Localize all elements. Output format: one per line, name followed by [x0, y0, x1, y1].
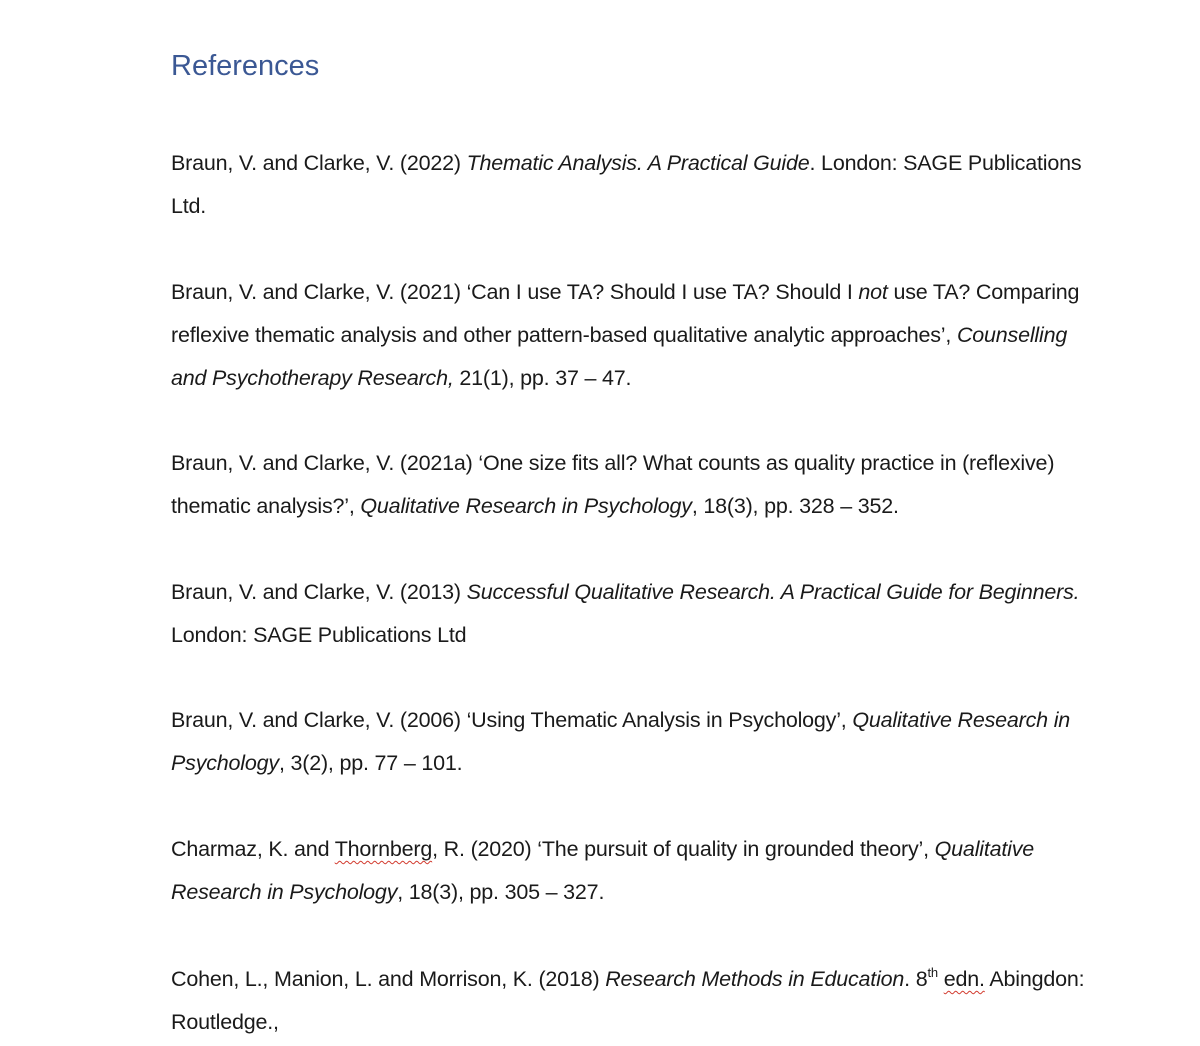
ref-year: (2018): [538, 967, 600, 991]
ref-year: (2021): [399, 280, 461, 304]
ref-journal: Qualitative Research in Psychology: [171, 708, 1071, 775]
ref-title: ‘Can I use TA? Should I use TA? Should I: [466, 280, 859, 304]
ref-title: use TA? Comparing reflexive thematic analysis and other pattern-based qualitative analytic approaches’,: [171, 280, 1080, 347]
reference-entry: [171, 958, 1106, 1044]
ref-year: (2013): [399, 580, 461, 604]
spellcheck-flagged-word[interactable]: Thornberg: [334, 837, 433, 861]
ref-details: , 3(2), pp. 77 – 101.: [278, 751, 463, 775]
reference-entry: [171, 142, 1106, 228]
ref-details: , 18(3), pp. 328 – 352.: [691, 494, 899, 518]
ref-title: ‘Using Thematic Analysis in Psychology’,: [466, 708, 847, 732]
ref-authors: Cohen, L., Manion, L. and Morrison, K.: [171, 967, 533, 991]
ref-year: (2022): [399, 151, 461, 175]
ref-title: ‘One size fits all? What counts as quality practice in (reflexive) thematic analysis?’,: [171, 451, 1055, 518]
ref-year: (2020): [470, 837, 532, 861]
ref-title: Research Methods in Education: [605, 967, 905, 991]
reference-entry: [171, 442, 1106, 528]
spellcheck-flagged-word[interactable]: edn.: [943, 967, 985, 991]
ref-edition: . 8: [904, 967, 928, 991]
ref-authors: Braun, V. and Clarke, V.: [171, 280, 395, 304]
ref-year: (2021a): [399, 451, 473, 475]
ref-details: 21(1), pp. 37 – 47.: [453, 366, 632, 390]
ref-year: (2006): [399, 708, 461, 732]
reference-entry: [171, 828, 1106, 914]
ref-authors: , R.: [432, 837, 465, 861]
ref-title: ‘The pursuit of quality in grounded theory’,: [537, 837, 929, 861]
ref-authors: Braun, V. and Clarke, V.: [171, 151, 395, 175]
ref-details: London: SAGE Publications Ltd: [171, 623, 467, 647]
ref-title: Thematic Analysis. A Practical Guide: [466, 151, 810, 175]
ref-details: Abingdon: Routledge.,: [171, 967, 1085, 1034]
ref-authors: Braun, V. and Clarke, V.: [171, 708, 395, 732]
reference-entry: [171, 571, 1106, 657]
ref-authors: Charmaz, K. and: [171, 837, 335, 861]
reference-entry: [171, 271, 1106, 400]
ref-details: , 18(3), pp. 305 – 327.: [397, 880, 605, 904]
ref-journal: Qualitative Research in Psychology: [360, 494, 692, 518]
ref-journal: Counselling and Psychotherapy Research,: [171, 323, 1068, 390]
ref-authors: Braun, V. and Clarke, V.: [171, 451, 395, 475]
ref-edition-suffix: th: [927, 965, 938, 980]
ref-details: . London: SAGE Publications Ltd.: [171, 151, 1082, 218]
reference-entry: [171, 699, 1106, 785]
ref-journal: Qualitative Research in Psychology: [171, 837, 1035, 904]
ref-authors: Braun, V. and Clarke, V.: [171, 580, 395, 604]
references-heading: References: [171, 50, 320, 82]
ref-title: Successful Qualitative Research. A Practical Guide for Beginners.: [466, 580, 1080, 604]
ref-title-emphasis: not: [858, 280, 888, 304]
